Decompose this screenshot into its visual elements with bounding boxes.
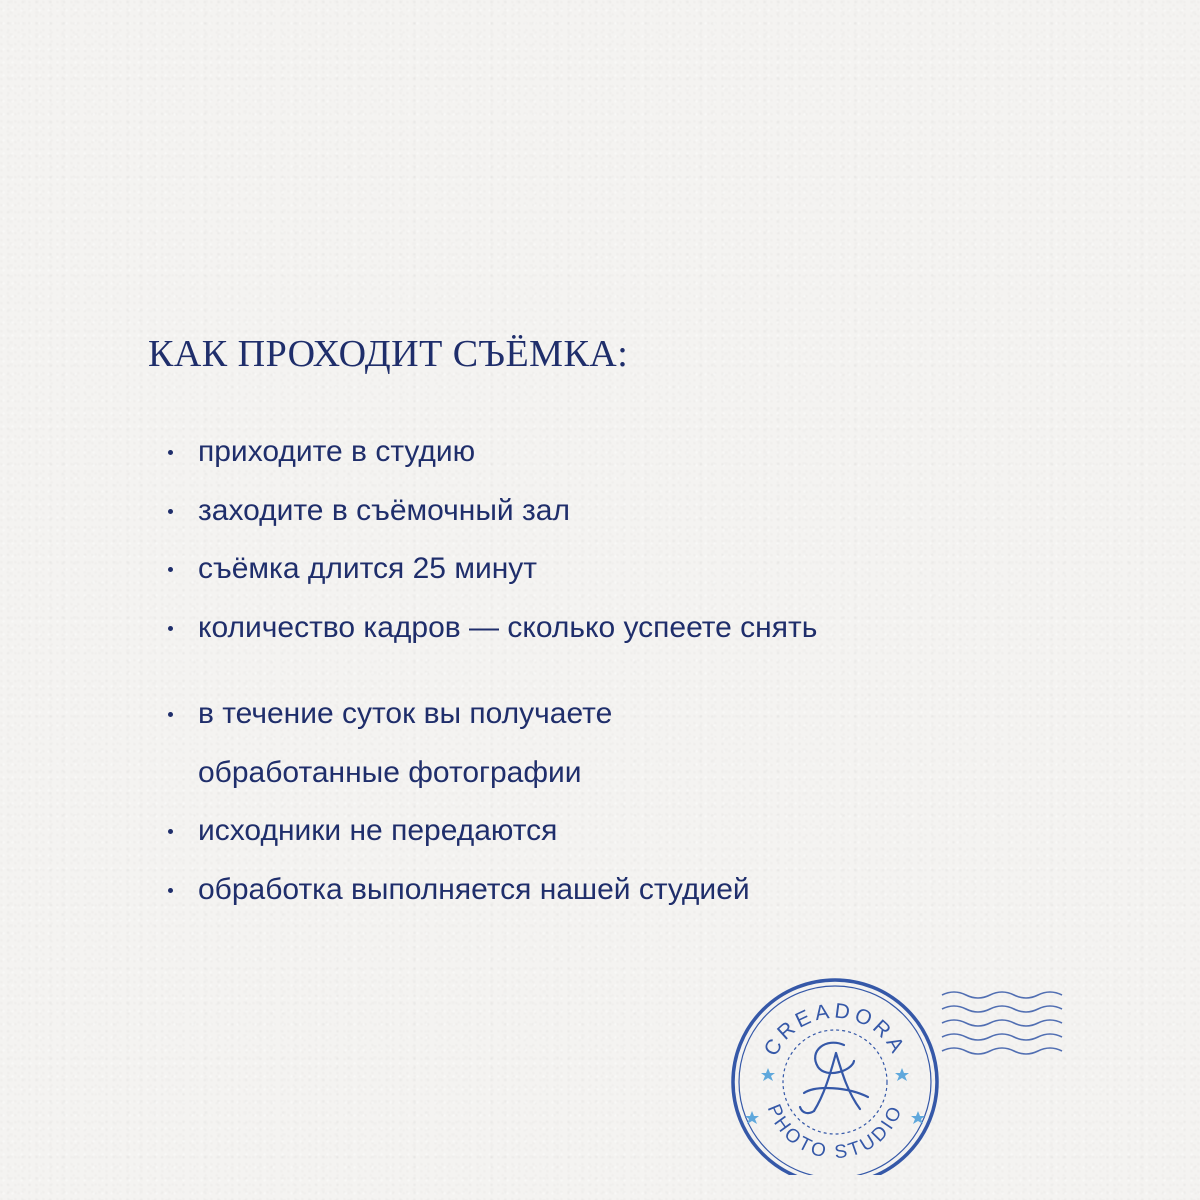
- stamp-top-text: CREADORA: [759, 999, 911, 1061]
- bullet-dot-icon: [168, 509, 173, 514]
- list-item: [166, 599, 817, 658]
- star-icon: [895, 1068, 909, 1081]
- postmark-wavy-lines-icon: [942, 992, 1062, 1054]
- list-item-text-continued: обработанные фотографии: [198, 755, 582, 789]
- list-item-text: съёмка длится 25 минут: [198, 552, 538, 585]
- stamp-bottom-text: PHOTO STUDIO: [762, 1101, 908, 1164]
- list-item: [166, 802, 750, 861]
- notes-list: [166, 685, 750, 919]
- list-item-text: в течение суток вы получаете: [198, 697, 613, 730]
- postmark-stamp-logo: [728, 975, 1068, 1175]
- star-icon: [761, 1068, 775, 1081]
- list-item-text: обработка выполняется нашей студией: [198, 872, 750, 906]
- list-item-text: исходники не передаются: [198, 814, 558, 847]
- steps-list: [166, 423, 817, 657]
- bullet-dot-icon: [168, 888, 173, 893]
- list-item: [166, 861, 750, 920]
- list-item: [166, 423, 817, 482]
- bullet-dot-icon: [168, 450, 173, 455]
- bullet-dot-icon: [168, 567, 173, 572]
- list-item-text: количество кадров — сколько успеете снять: [198, 610, 818, 644]
- list-item: [166, 540, 817, 599]
- bullet-dot-icon: [168, 712, 173, 717]
- list-item-text: приходите в студию: [198, 435, 476, 468]
- list-item-text: заходите в съёмочный зал: [198, 493, 570, 527]
- list-item: [166, 685, 750, 802]
- page-title: КАК ПРОХОДИТ СЪЁМКА:: [148, 333, 629, 375]
- bullet-dot-icon: [168, 829, 173, 834]
- bullet-dot-icon: [168, 626, 173, 631]
- list-item: [166, 482, 817, 541]
